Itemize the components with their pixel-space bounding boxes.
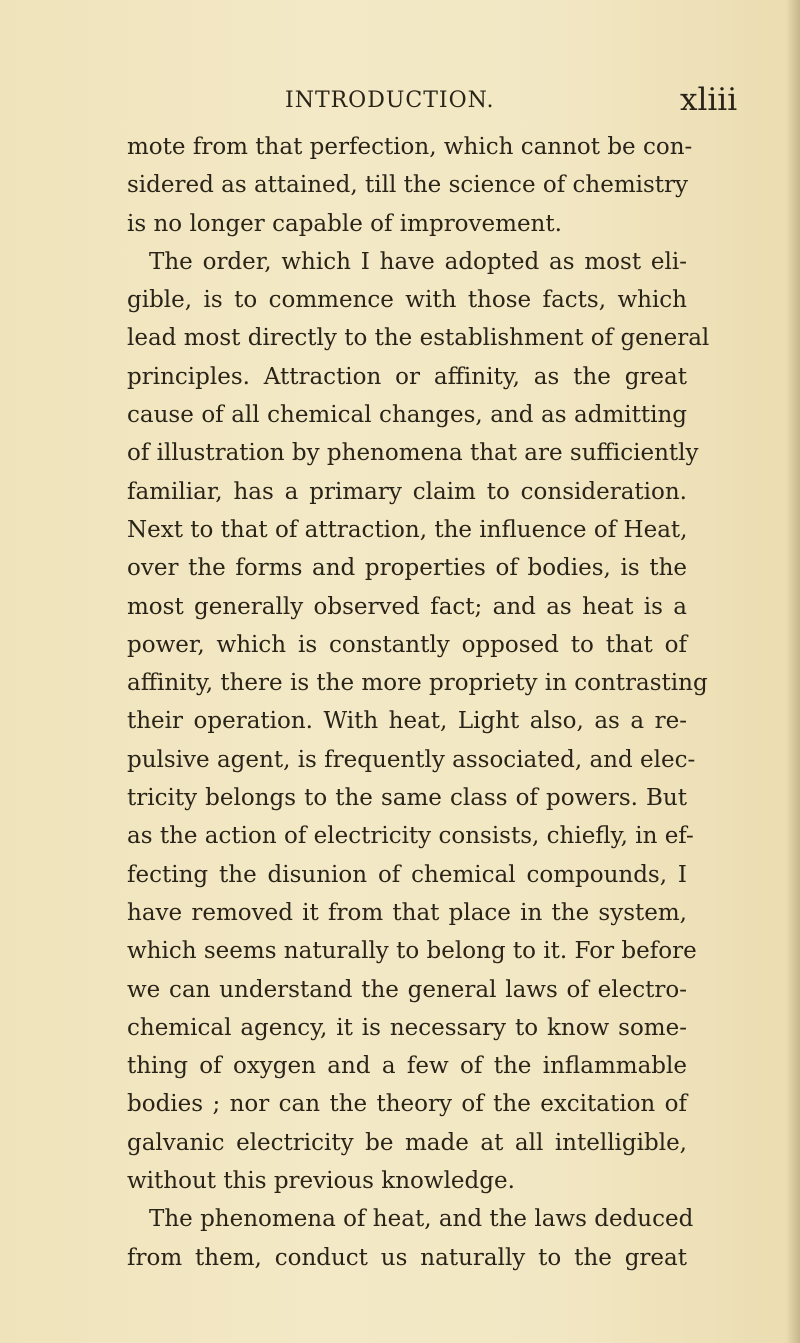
text-line: tricity belongs to the same class of powers. But xyxy=(127,785,687,812)
text-line: galvanic electricity be made at all intelligible, xyxy=(127,1129,687,1156)
text-line: is no longer capable of improvement. xyxy=(127,210,562,237)
text-line: lead most directly to the establishment of general xyxy=(127,325,710,352)
text-line: their operation. With heat, Light also, as a re- xyxy=(127,708,687,735)
text-line: which seems naturally to belong to it. For before xyxy=(127,938,697,965)
text-line: as the action of electricity consists, chiefly, in ef- xyxy=(127,823,694,850)
text-line: we can understand the general laws of electro- xyxy=(127,976,687,1003)
page-header xyxy=(0,82,800,128)
text-line: power, which is constantly opposed to that of xyxy=(127,631,687,658)
text-line: pulsive agent, is frequently associated, and elec- xyxy=(127,746,696,773)
text-line: from them, conduct us naturally to the great xyxy=(127,1244,687,1271)
text-line: chemical agency, it is necessary to know some- xyxy=(127,1014,687,1041)
text-line: bodies ; nor can the theory of the excitation of xyxy=(127,1091,687,1118)
page-number: xliii xyxy=(680,82,738,118)
text-line: thing of oxygen and a few of the inflammable xyxy=(127,1053,687,1080)
text-line: cause of all chemical changes, and as admitting xyxy=(127,402,687,429)
text-line: fecting the disunion of chemical compounds, I xyxy=(127,861,687,888)
text-line: principles. Attraction or affinity, as the great xyxy=(127,363,687,390)
text-line: sidered as attained, till the science of chemistry xyxy=(127,172,689,199)
text-line: Next to that of attraction, the influence of Heat, xyxy=(127,516,688,543)
text-line: gible, is to commence with those facts, which xyxy=(127,287,687,314)
text-line: The phenomena of heat, and the laws deduced xyxy=(149,1206,694,1233)
text-line: affinity, there is the more propriety in contrasting xyxy=(127,670,708,697)
text-line: of illustration by phenomena that are sufficiently xyxy=(127,440,699,467)
page-edge-shadow xyxy=(786,0,800,1343)
text-line: without this previous knowledge. xyxy=(127,1168,515,1195)
text-line: have removed it from that place in the system, xyxy=(127,899,687,926)
text-line: familiar, has a primary claim to consideration. xyxy=(127,478,687,505)
running-title: INTRODUCTION. xyxy=(285,88,495,113)
text-line: most generally observed fact; and as heat is a xyxy=(127,593,687,620)
text-line: mote from that perfection, which cannot be con- xyxy=(127,134,693,160)
text-line: The order, which I have adopted as most eli- xyxy=(149,248,687,275)
body-text xyxy=(127,128,710,1277)
text-line: over the forms and properties of bodies, is the xyxy=(127,555,687,582)
